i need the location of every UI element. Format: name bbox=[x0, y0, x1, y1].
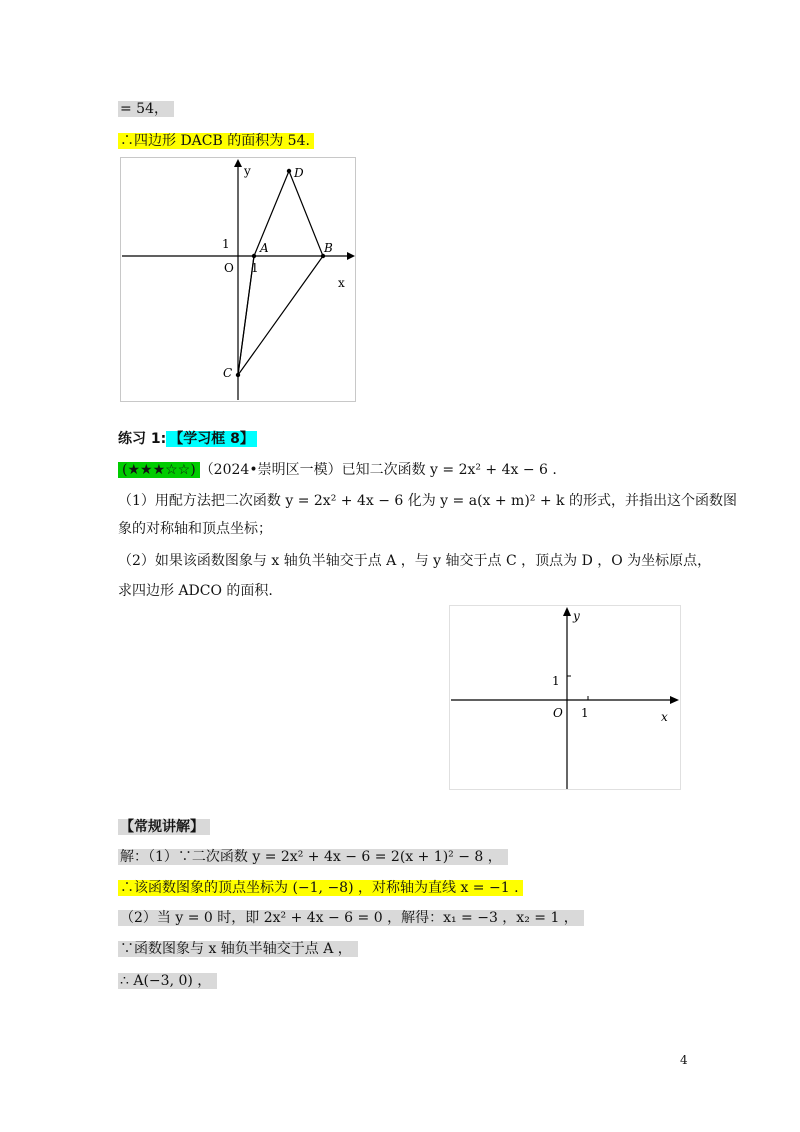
x-axis-label: x bbox=[661, 710, 668, 724]
solution-line-3: （2）当 y = 0 时，即 2x² + 4x − 6 = 0 ，解得：x₁ = −3 ，x₂ = 1 ， bbox=[118, 907, 584, 929]
exercise-heading: 练习 1: 【学习框 8】 bbox=[118, 428, 257, 450]
label-D: D bbox=[294, 166, 304, 180]
x-axis-label: x bbox=[338, 276, 345, 290]
question-1-line-a: （1）用配方法把二次函数 y = 2x² + 4x − 6 化为 y = a(x + m)² + k 的形式，并指出这个函数图 bbox=[118, 493, 737, 509]
solution-line-2: ∴该函数图象的顶点坐标为 (−1, −8) ，对称轴为直线 x = −1 . bbox=[118, 877, 523, 899]
point-C bbox=[236, 373, 240, 377]
solution-line-1: 解：（1）∵二次函数 y = 2x² + 4x − 6 = 2(x + 1)² − 8 ， bbox=[118, 846, 508, 868]
quadrilateral-figure bbox=[120, 157, 356, 402]
question-2-line-a: （2）如果该函数图象与 x 轴负半轴交于点 A ，与 y 轴交于点 C ，顶点为 D ，O 为坐标原点， bbox=[118, 553, 712, 569]
point-A bbox=[252, 254, 256, 258]
coordinate-axes-figure bbox=[449, 605, 681, 790]
unit-x-label: 1 bbox=[251, 261, 259, 275]
y-axis-label: y bbox=[573, 609, 580, 623]
label-C: C bbox=[223, 366, 233, 380]
point-D bbox=[287, 169, 291, 173]
origin-label: O bbox=[224, 261, 234, 275]
exercise-source: (★★★☆☆) （2024•崇明区一模）已知二次函数 y = 2x² + 4x − 6 . bbox=[118, 459, 557, 481]
figure-border bbox=[450, 606, 681, 790]
question-1-line-b: 象的对称轴和顶点坐标； bbox=[118, 521, 272, 537]
conclusion-line: ∴四边形 DACB 的面积为 54. bbox=[118, 130, 314, 152]
equation-line: = 54， bbox=[118, 98, 174, 120]
label-B: B bbox=[324, 241, 333, 255]
origin-label: O bbox=[553, 706, 563, 720]
y-axis-label: y bbox=[244, 164, 251, 178]
page-number: 4 bbox=[680, 1053, 688, 1067]
solution-line-5: ∴ A(−3, 0) ， bbox=[118, 970, 217, 992]
unit-y-label: 1 bbox=[552, 674, 560, 688]
unit-y-label: 1 bbox=[222, 237, 230, 251]
solution-line-4: ∵函数图象与 x 轴负半轴交于点 A ， bbox=[118, 938, 358, 960]
difficulty-stars: (★★★☆☆) bbox=[118, 462, 200, 478]
question-2-line-b: 求四边形 ADCO 的面积. bbox=[118, 583, 273, 599]
solution-heading: 【常规讲解】 bbox=[118, 816, 210, 838]
unit-x-label: 1 bbox=[581, 706, 589, 720]
label-A: A bbox=[260, 241, 269, 255]
